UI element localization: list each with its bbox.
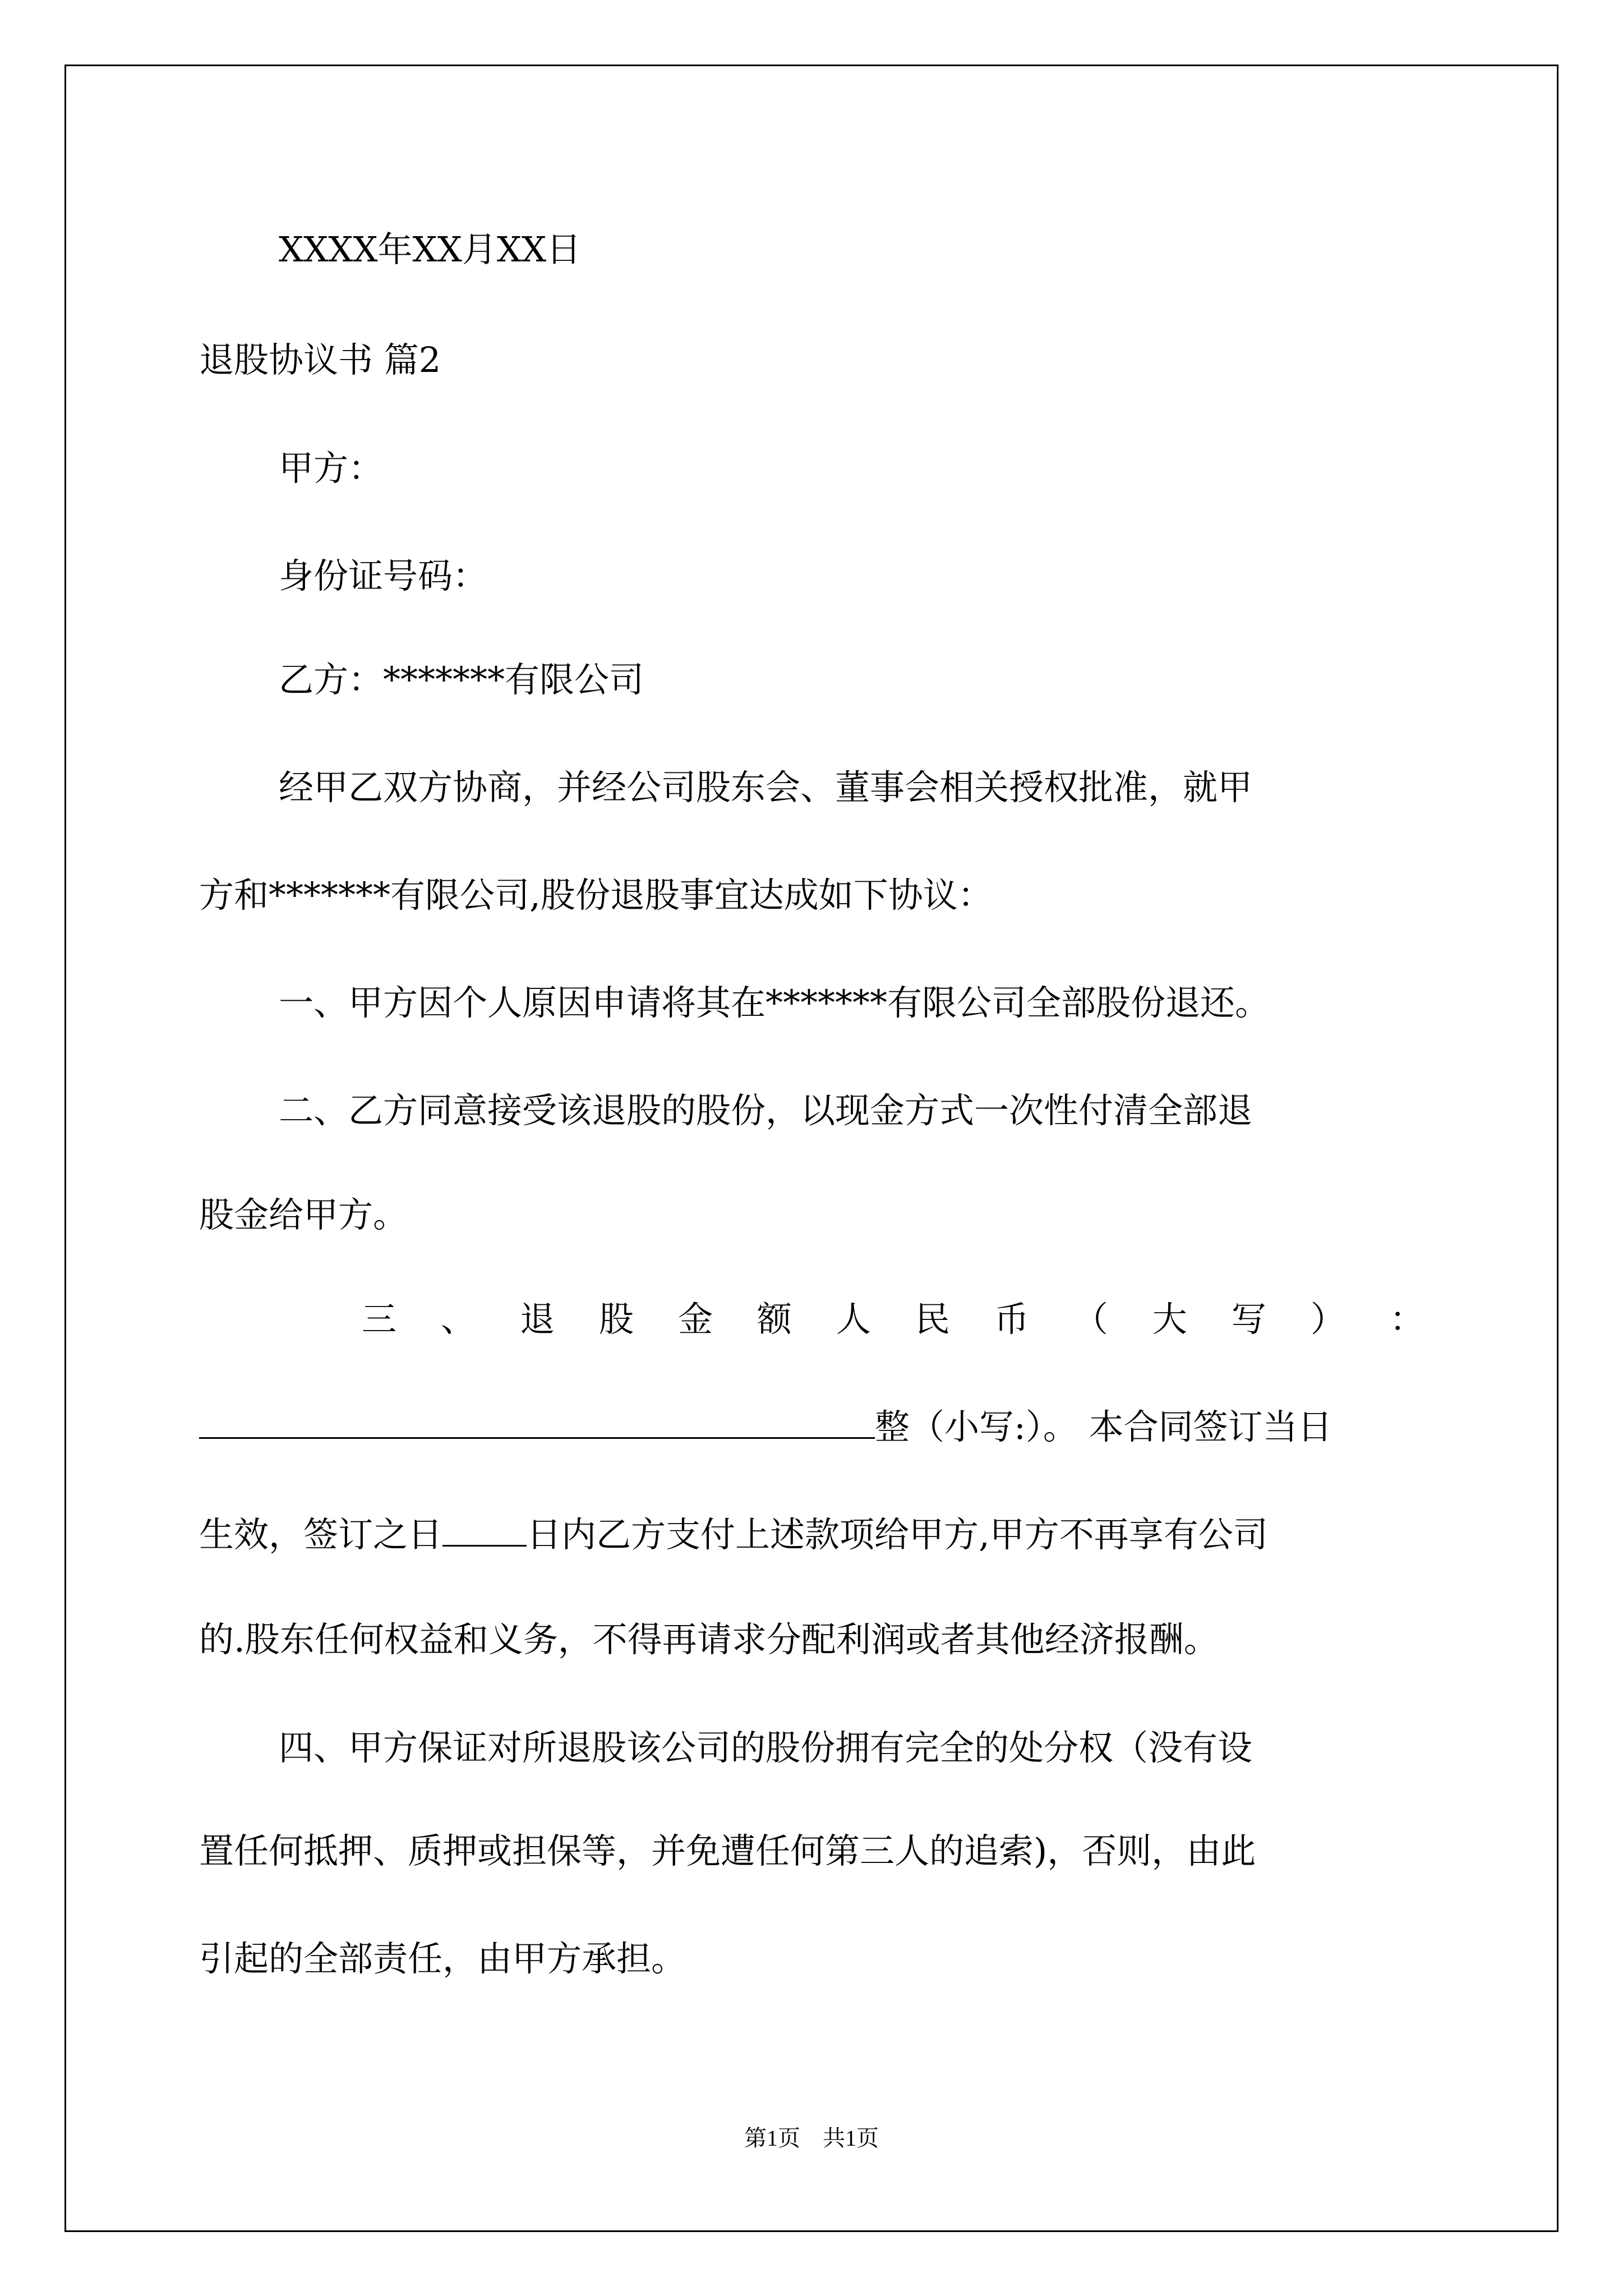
clause-3-char: 币 — [994, 1299, 1029, 1340]
clause-4-line-1: 四、甲方保证对所退股该公司的股份拥有完全的处分权（没有设 — [279, 1727, 1253, 1768]
clause-3-char: （ — [1073, 1299, 1108, 1340]
clause-3-char: 大 — [1152, 1299, 1187, 1340]
intro-line-1: 经甲乙双方协商，并经公司股东会、董事会相关授权批准，就甲 — [279, 767, 1253, 808]
clause-3-line-3 — [199, 1512, 1268, 1557]
clause-3-line-3-end: 日内乙方支付上述款项给甲方,甲方不再享有公司 — [527, 1514, 1268, 1555]
clause-1: 一、甲方因个人原因申请将其在*******有限公司全部股份退还。 — [279, 982, 1270, 1023]
date-line: XXXX年XX月XX日 — [279, 229, 582, 270]
clause-3-line-3-start: 生效，签订之日 — [199, 1514, 443, 1555]
clause-3-line-2 — [199, 1405, 1332, 1450]
section-title: 退股协议书 篇2 — [199, 339, 441, 380]
clause-3-char: ） — [1310, 1299, 1345, 1340]
clause-3-char: 金 — [677, 1299, 713, 1340]
page-border — [64, 65, 1559, 2232]
intro-line-2: 方和*******有限公司,股份退股事宜达成如下协议： — [199, 875, 993, 915]
clause-4-line-3: 引起的全部责任，由甲方承担。 — [199, 1938, 686, 1979]
party-b-line: 乙方：*******有限公司 — [279, 659, 644, 700]
clause-3-char: 民 — [915, 1299, 950, 1340]
clause-3-char: 额 — [757, 1299, 792, 1340]
clause-3-char: 三 — [362, 1299, 397, 1340]
clause-2-line-2: 股金给甲方。 — [199, 1194, 408, 1235]
party-a-label: 甲方： — [279, 448, 384, 489]
clause-2-line-1: 二、乙方同意接受该退股的股份，以现金方式一次性付清全部退 — [279, 1090, 1253, 1131]
clause-4-line-2: 置任何抵押、质押或担保等，并免遭任何第三人的追索)，否则，由此 — [199, 1830, 1256, 1871]
days-blank — [442, 1512, 527, 1547]
clause-3-line-2-text: 整（小写:）。 本合同签订当日 — [875, 1406, 1332, 1447]
id-number-label: 身份证号码： — [279, 555, 488, 596]
clause-3-line-1 — [199, 1297, 1424, 1342]
clause-3-char: 股 — [598, 1299, 634, 1340]
clause-3-char: 写 — [1231, 1299, 1266, 1340]
page-footer: 第1页 共1页 — [744, 2125, 879, 2151]
clause-3-char: 退 — [519, 1299, 555, 1340]
clause-3-char: ： — [1389, 1299, 1424, 1340]
clause-3-char: 、 — [440, 1299, 476, 1340]
clause-3-char: 人 — [836, 1299, 871, 1340]
amount-blank — [199, 1405, 875, 1439]
clause-3-line-4: 的.股东任何权益和义务，不得再请求分配利润或者其他经济报酬。 — [199, 1619, 1219, 1660]
